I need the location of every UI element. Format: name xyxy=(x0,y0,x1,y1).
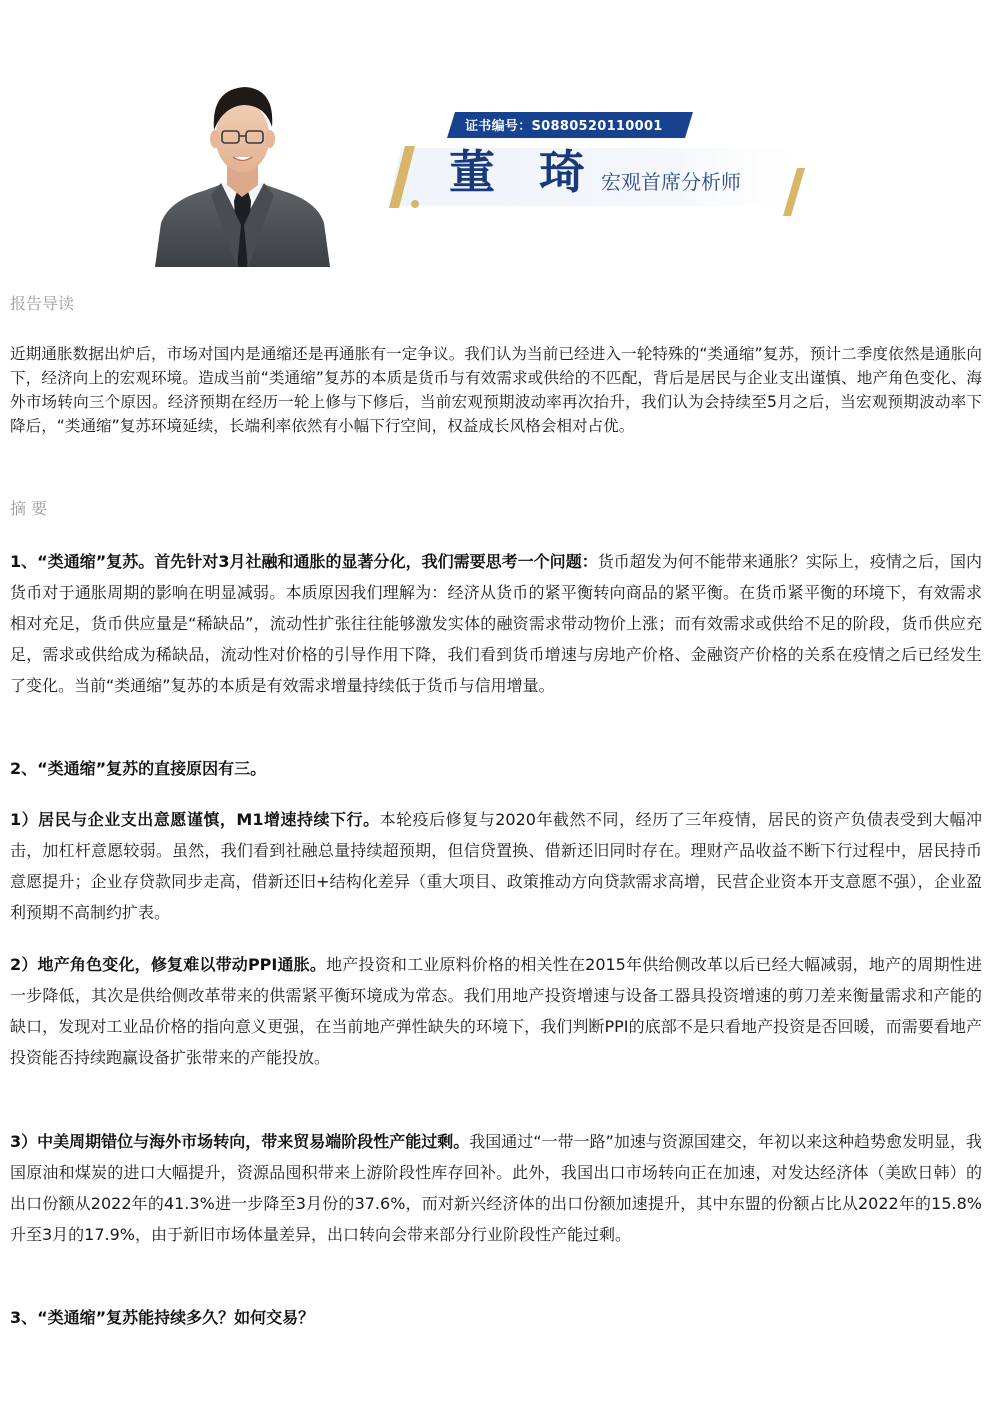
summary-point-2 xyxy=(10,753,982,784)
summary-point-2-1-text: 本轮疫后修复与2020年截然不同，经历了三年疫情，居民的资产负债表受到大幅冲击，加杠杆意愿较弱。虽然，我们看到社融总量持续超预期，但信贷置换、借新还旧同时存在。理财产品收益不断下行过程中，居民持币意愿提升；企业存贷款同步走高，借新还旧+结构化差异（重大项目、政策推动方向贷款需求高增，民营企业资本开支意愿不强），企业盈利预期不高制约扩表。 xyxy=(10,810,982,922)
report-guide-label: 报告导读 xyxy=(10,294,75,313)
summary-point-2-1 xyxy=(10,804,982,928)
summary-point-2-2-text: 地产投资和工业原料价格的相关性在2015年供给侧改革以后已经大幅减弱，地产的周期性进一步降低，其次是供给侧改革带来的供需紧平衡环境成为常态。我们用地产投资增速与设备工器具投资增速的剪刀差来衡量需求和产能的缺口，发现对工业品价格的指向意义更强，在当前地产弹性缺失的环境下，我们判断PPI的底部不是只看地产投资是否回暖，而需要看地产投资能否持续跑赢设备扩张带来的产能投放。 xyxy=(10,955,982,1067)
summary-point-1-text: 货币超发为何不能带来通胀？实际上，疫情之后，国内货币对于通胀周期的影响在明显减弱。本质原因我们理解为：经济从货币的紧平衡转向商品的紧平衡。在货币紧平衡的环境下，有效需求相对充足，货币供应量是“稀缺品”，流动性扩张往往能够激发实体的融资需求带动物价上涨；而有效需求或供给不足的阶段，货币供应充足，需求或供给成为稀缺品，流动性对价格的引导作用下降，我们看到货币增速与房地产价格、金融资产价格的关系在疫情之后已经发生了变化。当前“类通缩”复苏的本质是有效需求增量持续低于货币与信用增量。 xyxy=(10,552,982,695)
summary-point-1-heading: 1、“类通缩”复苏。首先针对3月社融和通胀的显著分化，我们需要思考一个问题： xyxy=(10,552,598,571)
summary-point-2-2-heading: 2）地产角色变化，修复难以带动PPI通胀。 xyxy=(10,955,327,974)
author-card xyxy=(385,108,815,218)
certificate-number: 证书编号：S0880520110001 xyxy=(465,119,663,134)
summary-point-3 xyxy=(10,1302,982,1333)
author-name: 董 琦 xyxy=(449,145,600,199)
author-header xyxy=(0,0,992,280)
summary-label: 摘 要 xyxy=(10,499,48,518)
summary-point-2-2 xyxy=(10,949,982,1073)
summary-point-2-3-text: 我国通过“一带一路”加速与资源国建交，年初以来这种趋势愈发明显，我国原油和煤炭的进口大幅提升，资源品囤积带来上游阶段性库存回补。此外，我国出口市场转向正在加速，对发达经济体（美欧日韩）的出口份额从2022年的41.3%进一步降至3月份的37.6%，而对新兴经济体的出口份额加速提升，其中东盟的份额占比从2022年的15.8%升至3月的17.9%，由于新旧市场体量差异，出口转向会带来部分行业阶段性产能过剩。 xyxy=(10,1132,982,1244)
summary-point-2-3-heading: 3）中美周期错位与海外市场转向，带来贸易端阶段性产能过剩。 xyxy=(10,1132,470,1151)
summary-point-2-3 xyxy=(10,1126,982,1250)
summary-point-2-1-heading: 1）居民与企业支出意愿谨慎，M1增速持续下行。 xyxy=(10,810,380,829)
summary-point-1 xyxy=(10,546,982,701)
summary-point-2-heading: 2、“类通缩”复苏的直接原因有三。 xyxy=(10,759,267,778)
summary-point-3-heading: 3、“类通缩”复苏能持续多久？如何交易？ xyxy=(10,1308,315,1327)
author-title: 宏观首席分析师 xyxy=(601,170,741,194)
author-portrait xyxy=(155,75,330,267)
report-guide-text: 近期通胀数据出炉后，市场对国内是通缩还是再通胀有一定争议。我们认为当前已经进入一轮特殊的“类通缩”复苏，预计二季度依然是通胀向下，经济向上的宏观环境。造成当前“类通缩”复苏的本质是货币与有效需求或供给的不匹配，背后是居民与企业支出谨慎、地产角色变化、海外市场转向三个原因。经济预期在经历一轮上修与下修后，当前宏观预期波动率再次抬升，我们认为会持续至5月之后，当宏观预期波动率下降后，“类通缩”复苏环境延续，长端利率依然有小幅下行空间，权益成长风格会相对占优。 xyxy=(10,345,982,435)
